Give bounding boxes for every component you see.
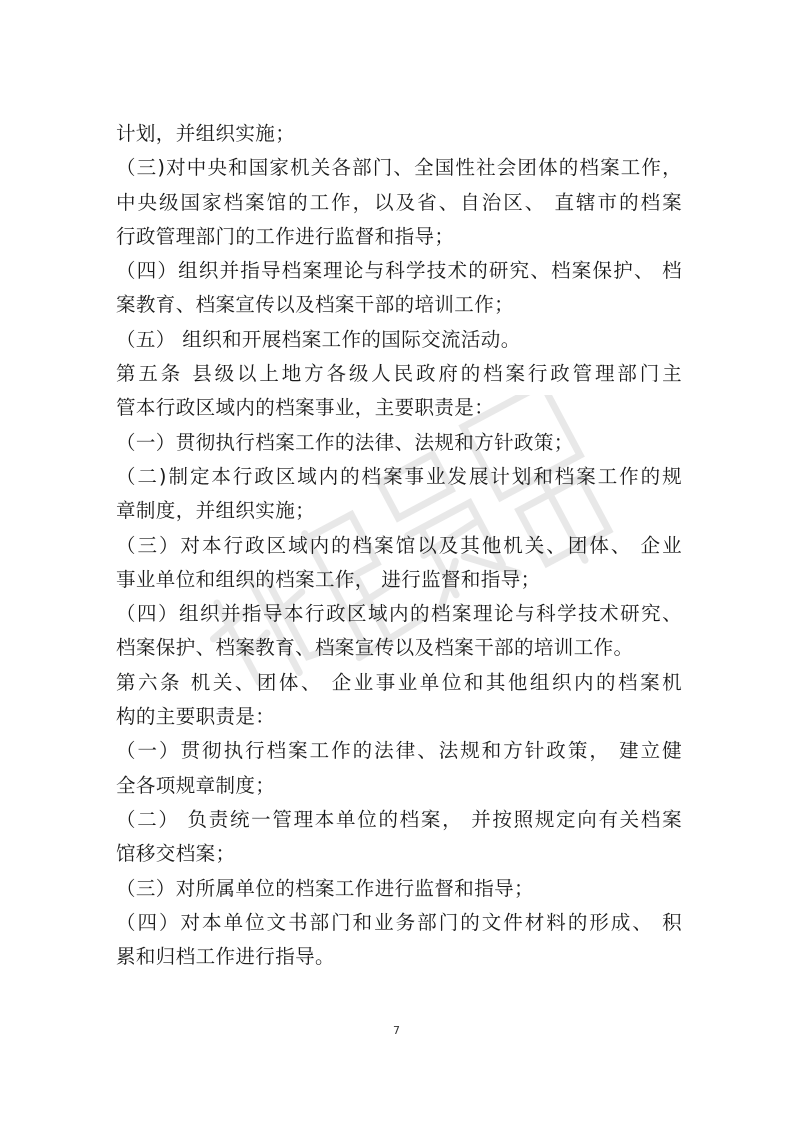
text-line: 章制度，并组织实施； xyxy=(116,499,316,523)
page-number: 7 xyxy=(393,1024,400,1037)
text-line: 第五条 县级以上地方各级人民政府的档案行政管理部门主 xyxy=(116,362,682,386)
text-line: （四）对本单位文书部门和业务部门的文件材料的形成、 积 xyxy=(116,910,682,934)
text-line: （一）贯彻执行档案工作的法律、法规和方针政策； xyxy=(116,430,574,454)
text-line: 计划，并组织实施； xyxy=(116,122,296,145)
text-line: 案教育、档案宣传以及档案干部的培训工作； xyxy=(116,293,515,317)
text-line: （二） 负责统一管理本单位的档案， 并按照规定向有关档案 xyxy=(116,807,682,831)
text-line: （四）组织并指导本行政区域内的档案理论与科学技术研究、 xyxy=(116,602,682,626)
text-line: （一）贯彻执行档案工作的法律、法规和方针政策， 建立健 xyxy=(116,739,682,763)
text-line: 全各项规章制度； xyxy=(116,773,276,797)
text-line: （四）组织并指导档案理论与科学技术的研究、档案保护、 档 xyxy=(116,259,682,283)
text-line: （五） 组织和开展档案工作的国际交流活动。 xyxy=(116,327,521,351)
text-line: 中央级国家档案馆的工作，以及省、自治区、 直辖市的档案 xyxy=(116,190,682,214)
text-line: 管本行政区域内的档案事业，主要职责是： xyxy=(116,396,495,420)
text-line: 馆移交档案； xyxy=(116,842,236,866)
text-line: 事业单位和组织的档案工作， 进行监督和指导； xyxy=(116,567,541,591)
text-line: 行政管理部门的工作进行监督和指导； xyxy=(116,224,455,248)
text-line: 档案保护、档案教育、档案宣传以及档案干部的培训工作。 xyxy=(116,636,634,660)
text-line: （三）对所属单位的档案工作进行监督和指导； xyxy=(116,876,534,900)
text-line: 第六条 机关、团体、 企业事业单位和其他组织内的档案机 xyxy=(116,670,682,694)
text-line: 累和归档工作进行指导。 xyxy=(116,945,335,969)
text-line: 构的主要职责是： xyxy=(116,705,276,729)
text-line: （三)对中央和国家机关各部门、全国性社会团体的档案工作， xyxy=(116,156,682,180)
text-line: （二)制定本行政区域内的档案事业发展计划和档案工作的规 xyxy=(116,464,682,488)
text-line: （三）对本行政区域内的档案馆以及其他机关、团体、 企业 xyxy=(116,533,682,557)
body-text xyxy=(116,117,682,974)
